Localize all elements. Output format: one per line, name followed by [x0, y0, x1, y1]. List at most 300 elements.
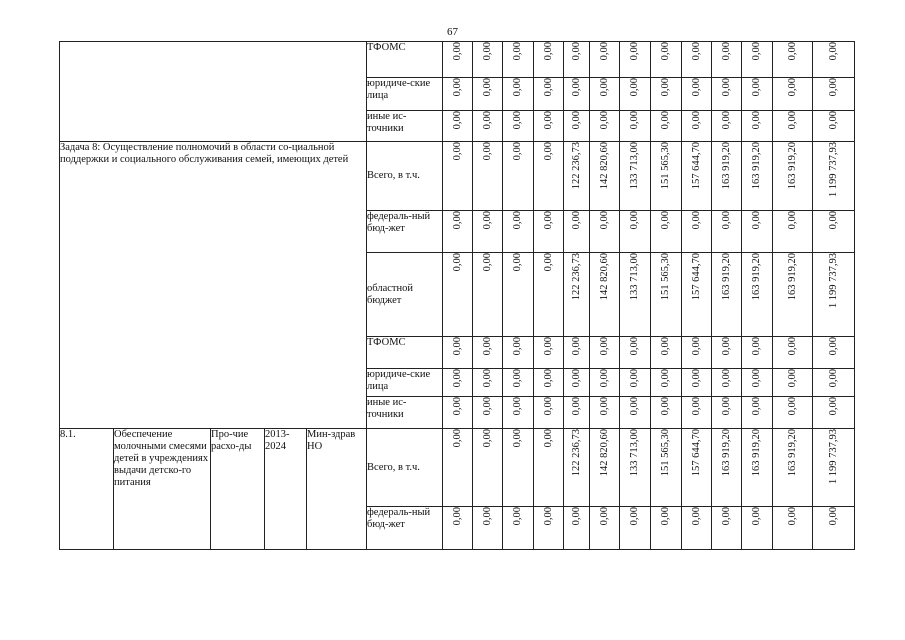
value-cell [590, 111, 620, 142]
value-cell [813, 211, 855, 253]
value-text: 122 236,73 [570, 429, 582, 477]
value-text: 0,00 [690, 78, 702, 97]
value-cell [712, 507, 742, 550]
value-cell [620, 337, 651, 369]
value-cell [534, 42, 564, 78]
value-text: 0,00 [570, 397, 582, 416]
value-cell [590, 211, 620, 253]
item-period: 2013-2024 [265, 429, 307, 550]
value-cell [773, 429, 813, 507]
value-text: 0,00 [451, 211, 463, 230]
value-cell [473, 142, 503, 211]
value-cell [443, 78, 473, 111]
value-text: 142 820,60 [598, 142, 610, 190]
value-text: 157 644,70 [690, 253, 702, 301]
value-cell [564, 429, 590, 507]
value-cell [712, 337, 742, 369]
value-text: 0,00 [512, 337, 523, 356]
value-cell [503, 507, 534, 550]
value-cell [712, 369, 742, 397]
value-text: 0,00 [542, 429, 554, 448]
value-cell [773, 42, 813, 78]
funding-source: ТФОМС [367, 42, 443, 78]
value-text: 0,00 [512, 111, 523, 130]
value-cell [590, 429, 620, 507]
value-cell [682, 253, 712, 337]
value-cell [473, 507, 503, 550]
value-cell [503, 253, 534, 337]
value-text: 163 919,20 [751, 429, 762, 477]
value-cell [651, 111, 682, 142]
value-cell [564, 211, 590, 253]
value-text: 0,00 [451, 253, 463, 272]
value-text: 133 713,00 [629, 429, 640, 477]
value-text: 0,00 [542, 142, 554, 161]
value-text: 163 919,20 [720, 253, 732, 301]
value-text: 0,00 [660, 507, 671, 526]
value-cell [813, 397, 855, 429]
value-text: 133 713,00 [629, 142, 640, 190]
value-cell [712, 211, 742, 253]
value-text: 0,00 [690, 507, 702, 526]
value-text: 0,00 [570, 337, 582, 356]
value-text: 133 713,00 [629, 253, 640, 301]
value-cell [590, 42, 620, 78]
value-text: 0,00 [512, 429, 523, 448]
value-cell [590, 253, 620, 337]
value-text: 1 199 737,93 [827, 253, 839, 309]
funding-source: юридиче-ские лица [367, 78, 443, 111]
page-number: 67 [447, 26, 458, 38]
funding-source: федераль-ный бюд-жет [367, 507, 443, 550]
value-text: 0,00 [751, 507, 762, 526]
value-text: 0,00 [481, 507, 493, 526]
value-text: 122 236,73 [570, 253, 582, 301]
value-text: 0,00 [570, 42, 582, 61]
value-text: 0,00 [720, 337, 732, 356]
value-cell [773, 397, 813, 429]
value-cell [773, 253, 813, 337]
value-text: 0,00 [629, 507, 640, 526]
value-text: 163 919,20 [786, 429, 798, 477]
value-text: 0,00 [720, 211, 732, 230]
value-cell [534, 369, 564, 397]
value-cell [503, 337, 534, 369]
value-text: 122 236,73 [570, 142, 582, 190]
value-text: 0,00 [786, 42, 798, 61]
value-text: 0,00 [751, 369, 762, 388]
value-cell [813, 42, 855, 78]
value-text: 0,00 [827, 211, 839, 230]
value-text: 0,00 [481, 369, 493, 388]
value-cell [564, 369, 590, 397]
value-cell [534, 507, 564, 550]
value-cell [620, 42, 651, 78]
value-text: 0,00 [542, 111, 554, 130]
value-text: 0,00 [786, 369, 798, 388]
value-cell [503, 142, 534, 211]
value-cell [503, 429, 534, 507]
value-text: 0,00 [512, 397, 523, 416]
value-text: 0,00 [570, 507, 582, 526]
value-cell [443, 337, 473, 369]
value-text: 0,00 [690, 111, 702, 130]
value-cell [503, 111, 534, 142]
value-cell [473, 337, 503, 369]
value-text: 0,00 [481, 42, 493, 61]
value-cell [742, 78, 773, 111]
value-text: 163 919,20 [751, 253, 762, 301]
value-cell [682, 429, 712, 507]
item-number: 8.1. [60, 429, 114, 550]
value-cell [620, 429, 651, 507]
value-text: 1 199 737,93 [827, 142, 839, 198]
value-text: 0,00 [629, 42, 640, 61]
value-text: 0,00 [481, 142, 493, 161]
value-text: 0,00 [542, 397, 554, 416]
value-text: 0,00 [598, 369, 610, 388]
value-text: 0,00 [629, 111, 640, 130]
value-text: 0,00 [598, 337, 610, 356]
value-text: 0,00 [660, 397, 671, 416]
value-cell [590, 397, 620, 429]
value-text: 163 919,20 [720, 429, 732, 477]
value-cell [473, 397, 503, 429]
value-text: 0,00 [542, 78, 554, 97]
value-cell [473, 369, 503, 397]
value-text: 163 919,20 [786, 253, 798, 301]
value-cell [620, 507, 651, 550]
value-cell [682, 78, 712, 111]
value-text: 142 820,60 [598, 253, 610, 301]
funding-source: Всего, в т.ч. [367, 429, 443, 507]
value-cell [651, 507, 682, 550]
value-text: 0,00 [660, 369, 671, 388]
value-cell [682, 211, 712, 253]
value-cell [503, 42, 534, 78]
funding-source: областной бюджет [367, 253, 443, 337]
value-text: 1 199 737,93 [827, 429, 839, 485]
value-text: 163 919,20 [786, 142, 798, 190]
value-cell [742, 369, 773, 397]
funding-source: федераль-ный бюд-жет [367, 211, 443, 253]
value-text: 0,00 [720, 42, 732, 61]
value-text: 0,00 [570, 211, 582, 230]
value-text: 0,00 [751, 397, 762, 416]
funding-source: иные ис-точники [367, 397, 443, 429]
value-text: 0,00 [542, 507, 554, 526]
value-cell [712, 397, 742, 429]
value-cell [534, 397, 564, 429]
item-name: Обеспечение молочными смесями детей в учреждениях выдачи детско-го питания [114, 429, 211, 550]
value-text: 0,00 [451, 369, 463, 388]
value-text: 0,00 [786, 507, 798, 526]
value-text: 0,00 [481, 253, 493, 272]
value-text: 0,00 [481, 111, 493, 130]
value-text: 0,00 [570, 78, 582, 97]
task-description: Задача 8: Осуществление полномочий в области со-циальной поддержки и социального обслуживания семей, имеющих детей [60, 142, 367, 429]
value-cell [712, 111, 742, 142]
value-cell [742, 337, 773, 369]
value-text: 0,00 [690, 369, 702, 388]
value-text: 0,00 [827, 507, 839, 526]
value-cell [443, 111, 473, 142]
value-cell [564, 42, 590, 78]
funding-source: юридиче-ские лица [367, 369, 443, 397]
value-text: 0,00 [570, 111, 582, 130]
value-cell [443, 507, 473, 550]
value-cell [813, 429, 855, 507]
value-cell [620, 369, 651, 397]
value-cell [443, 142, 473, 211]
task-description [60, 42, 367, 142]
value-text: 0,00 [660, 337, 671, 356]
value-text: 0,00 [827, 78, 839, 97]
value-text: 0,00 [751, 211, 762, 230]
value-text: 0,00 [660, 211, 671, 230]
funding-source: Всего, в т.ч. [367, 142, 443, 211]
value-text: 0,00 [542, 211, 554, 230]
value-cell [503, 397, 534, 429]
value-cell [564, 142, 590, 211]
value-text: 0,00 [570, 369, 582, 388]
value-text: 0,00 [512, 369, 523, 388]
value-cell [651, 337, 682, 369]
value-text: 0,00 [827, 337, 839, 356]
value-cell [534, 429, 564, 507]
value-text: 157 644,70 [690, 142, 702, 190]
value-text: 0,00 [786, 78, 798, 97]
value-text: 0,00 [690, 397, 702, 416]
value-cell [682, 397, 712, 429]
item-type: Про-чие расхо-ды [211, 429, 265, 550]
value-cell [443, 397, 473, 429]
value-cell [813, 369, 855, 397]
value-text: 0,00 [481, 397, 493, 416]
value-cell [443, 253, 473, 337]
value-text: 0,00 [629, 369, 640, 388]
value-text: 0,00 [481, 337, 493, 356]
value-text: 0,00 [598, 111, 610, 130]
value-cell [564, 337, 590, 369]
value-text: 0,00 [481, 78, 493, 97]
value-cell [773, 507, 813, 550]
value-text: 0,00 [690, 42, 702, 61]
value-cell [564, 111, 590, 142]
budget-table [59, 41, 855, 550]
value-cell [564, 78, 590, 111]
value-text: 142 820,60 [598, 429, 610, 477]
item-executor: Мин-здрав НО [307, 429, 367, 550]
value-cell [651, 369, 682, 397]
value-cell [590, 507, 620, 550]
value-text: 0,00 [690, 337, 702, 356]
value-cell [620, 78, 651, 111]
value-cell [651, 253, 682, 337]
value-cell [590, 142, 620, 211]
table-row [60, 429, 855, 507]
value-cell [534, 78, 564, 111]
value-cell [682, 369, 712, 397]
value-text: 0,00 [786, 111, 798, 130]
value-cell [443, 429, 473, 507]
value-cell [742, 142, 773, 211]
value-cell [742, 42, 773, 78]
value-cell [813, 111, 855, 142]
value-cell [503, 211, 534, 253]
value-cell [813, 78, 855, 111]
value-text: 0,00 [451, 337, 463, 356]
value-text: 0,00 [481, 211, 493, 230]
value-cell [682, 142, 712, 211]
value-cell [503, 78, 534, 111]
value-cell [742, 397, 773, 429]
value-text: 0,00 [512, 253, 523, 272]
value-cell [742, 429, 773, 507]
value-cell [742, 253, 773, 337]
table-row [60, 42, 855, 78]
value-text: 0,00 [690, 211, 702, 230]
value-text: 0,00 [827, 397, 839, 416]
value-text: 0,00 [827, 111, 839, 130]
value-cell [712, 42, 742, 78]
value-text: 0,00 [542, 253, 554, 272]
value-text: 0,00 [786, 211, 798, 230]
value-text: 0,00 [720, 507, 732, 526]
value-text: 0,00 [542, 337, 554, 356]
value-cell [813, 337, 855, 369]
value-cell [651, 42, 682, 78]
funding-source: ТФОМС [367, 337, 443, 369]
value-cell [813, 507, 855, 550]
value-cell [682, 337, 712, 369]
funding-source: иные ис-точники [367, 111, 443, 142]
value-cell [564, 397, 590, 429]
value-text: 0,00 [660, 111, 671, 130]
value-text: 0,00 [512, 211, 523, 230]
value-text: 0,00 [512, 507, 523, 526]
value-cell [534, 337, 564, 369]
value-text: 0,00 [751, 337, 762, 356]
value-text: 0,00 [512, 42, 523, 61]
value-text: 151 565,30 [660, 429, 671, 477]
value-cell [651, 78, 682, 111]
value-cell [473, 42, 503, 78]
value-cell [682, 507, 712, 550]
value-cell [564, 507, 590, 550]
value-text: 0,00 [720, 397, 732, 416]
value-text: 0,00 [720, 369, 732, 388]
value-text: 0,00 [598, 397, 610, 416]
value-cell [712, 78, 742, 111]
value-text: 0,00 [598, 507, 610, 526]
value-text: 0,00 [751, 111, 762, 130]
value-text: 0,00 [827, 369, 839, 388]
value-text: 0,00 [512, 142, 523, 161]
value-cell [590, 369, 620, 397]
value-text: 151 565,30 [660, 142, 671, 190]
value-cell [620, 253, 651, 337]
value-cell [443, 211, 473, 253]
value-cell [620, 111, 651, 142]
value-cell [473, 253, 503, 337]
value-cell [773, 142, 813, 211]
value-cell [534, 142, 564, 211]
value-cell [473, 429, 503, 507]
value-text: 0,00 [629, 337, 640, 356]
value-cell [473, 111, 503, 142]
value-text: 0,00 [720, 78, 732, 97]
value-text: 0,00 [629, 397, 640, 416]
value-cell [651, 429, 682, 507]
value-cell [473, 78, 503, 111]
value-text: 0,00 [660, 78, 671, 97]
value-text: 163 919,20 [751, 142, 762, 190]
value-cell [773, 369, 813, 397]
value-text: 0,00 [451, 507, 463, 526]
value-cell [620, 142, 651, 211]
value-cell [651, 142, 682, 211]
value-text: 0,00 [451, 111, 463, 130]
value-cell [773, 111, 813, 142]
value-text: 0,00 [451, 142, 463, 161]
value-cell [682, 42, 712, 78]
value-cell [773, 78, 813, 111]
value-cell [564, 253, 590, 337]
table-row [60, 142, 855, 211]
value-text: 163 919,20 [720, 142, 732, 190]
value-text: 0,00 [542, 42, 554, 61]
value-text: 0,00 [629, 211, 640, 230]
value-cell [712, 253, 742, 337]
value-cell [742, 211, 773, 253]
value-cell [534, 111, 564, 142]
value-cell [473, 211, 503, 253]
value-cell [651, 397, 682, 429]
value-text: 157 644,70 [690, 429, 702, 477]
value-text: 0,00 [660, 42, 671, 61]
value-text: 0,00 [512, 78, 523, 97]
value-cell [590, 78, 620, 111]
value-text: 0,00 [751, 42, 762, 61]
value-cell [620, 397, 651, 429]
value-text: 0,00 [751, 78, 762, 97]
value-cell [712, 142, 742, 211]
value-cell [534, 253, 564, 337]
value-cell [620, 211, 651, 253]
value-cell [682, 111, 712, 142]
value-cell [712, 429, 742, 507]
value-cell [443, 42, 473, 78]
value-cell [813, 142, 855, 211]
value-text: 151 565,30 [660, 253, 671, 301]
value-cell [534, 211, 564, 253]
value-cell [813, 253, 855, 337]
value-cell [590, 337, 620, 369]
value-text: 0,00 [451, 42, 463, 61]
value-text: 0,00 [451, 397, 463, 416]
value-cell [443, 369, 473, 397]
value-text: 0,00 [786, 337, 798, 356]
value-text: 0,00 [598, 211, 610, 230]
value-cell [773, 337, 813, 369]
value-text: 0,00 [786, 397, 798, 416]
value-text: 0,00 [451, 78, 463, 97]
value-text: 0,00 [598, 78, 610, 97]
value-text: 0,00 [481, 429, 493, 448]
value-cell [503, 369, 534, 397]
value-cell [773, 211, 813, 253]
